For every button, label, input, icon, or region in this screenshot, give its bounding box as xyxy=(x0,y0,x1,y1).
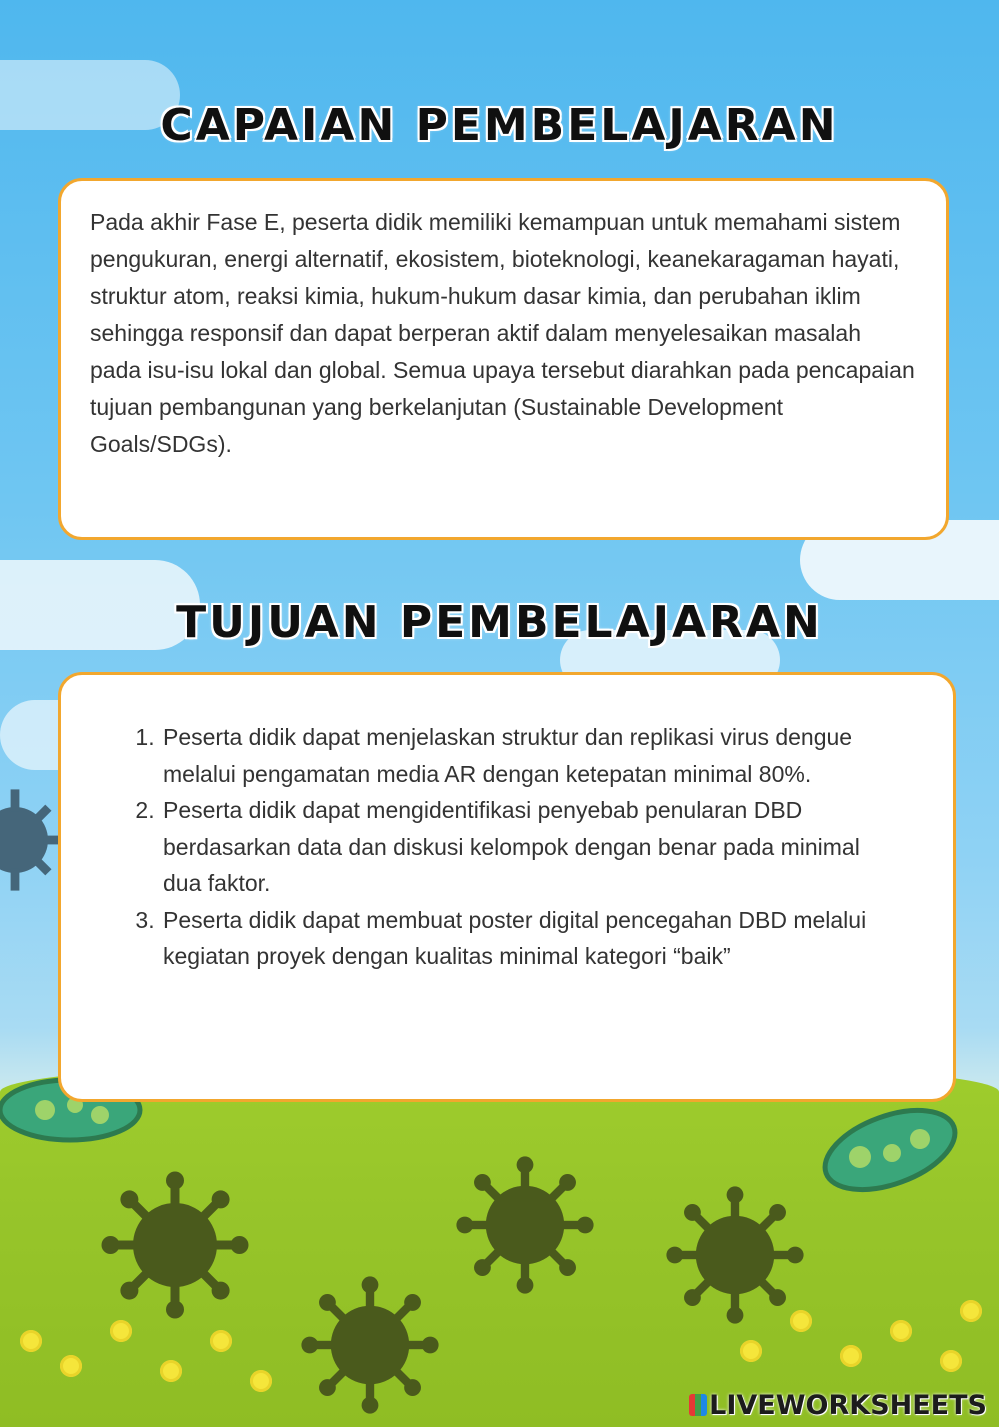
virus-icon xyxy=(665,1185,805,1325)
flower-decoration xyxy=(940,1350,962,1372)
flower-decoration xyxy=(210,1330,232,1352)
liveworksheets-watermark xyxy=(689,1390,987,1421)
flower-decoration xyxy=(890,1320,912,1342)
bacteria-icon xyxy=(810,1095,960,1195)
flower-decoration xyxy=(110,1320,132,1342)
tujuan-card xyxy=(58,672,956,1102)
flower-decoration xyxy=(160,1360,182,1382)
watermark-text: LIVEWORKSHEETS xyxy=(709,1390,987,1421)
list-item: 3. Peserta didik dapat membuat poster digital pencegahan DBD melalui kegiatan proyek dengan kualitas minimal kategori “baik” xyxy=(161,902,893,975)
flower-decoration xyxy=(60,1355,82,1377)
capaian-heading: CAPAIAN PEMBELAJARAN xyxy=(160,100,839,151)
flower-decoration xyxy=(20,1330,42,1352)
tujuan-heading: TUJUAN PEMBELAJARAN xyxy=(176,597,823,648)
flower-decoration xyxy=(740,1340,762,1362)
flower-decoration xyxy=(840,1345,862,1367)
list-item: 2. Peserta didik dapat mengidentifikasi penyebab penularan DBD berdasarkan data dan diskusi kelompok dengan benar pada minimal dua faktor. xyxy=(161,792,893,902)
liveworksheets-logo-icon xyxy=(689,1394,707,1416)
capaian-card xyxy=(58,178,949,540)
flower-decoration xyxy=(960,1300,982,1322)
flower-decoration xyxy=(250,1370,272,1392)
tujuan-list xyxy=(121,719,893,975)
list-item: 1. Peserta didik dapat menjelaskan struktur dan replikasi virus dengue melalui pengamatan media AR dengan ketepatan minimal 80%. xyxy=(161,719,893,792)
capaian-text: Pada akhir Fase E, peserta didik memiliki kemampuan untuk memahami sistem pengukuran, energi alternatif, ekosistem, bioteknologi, keanekaragaman hayati, struktur atom, reaksi kimia, hukum-hukum dasar kimia, dan perubahan iklim sehingga responsif dan dapat berperan aktif dalam menyelesaikan masalah pada isu-isu lokal dan global. Semua upaya tersebut diarahkan pada pencapaian tujuan pembangunan yang berkelanjutan (Sustainable Development Goals/SDGs). xyxy=(90,209,915,457)
virus-icon xyxy=(455,1155,595,1295)
flower-decoration xyxy=(790,1310,812,1332)
virus-icon xyxy=(300,1275,440,1415)
virus-icon xyxy=(100,1170,250,1320)
